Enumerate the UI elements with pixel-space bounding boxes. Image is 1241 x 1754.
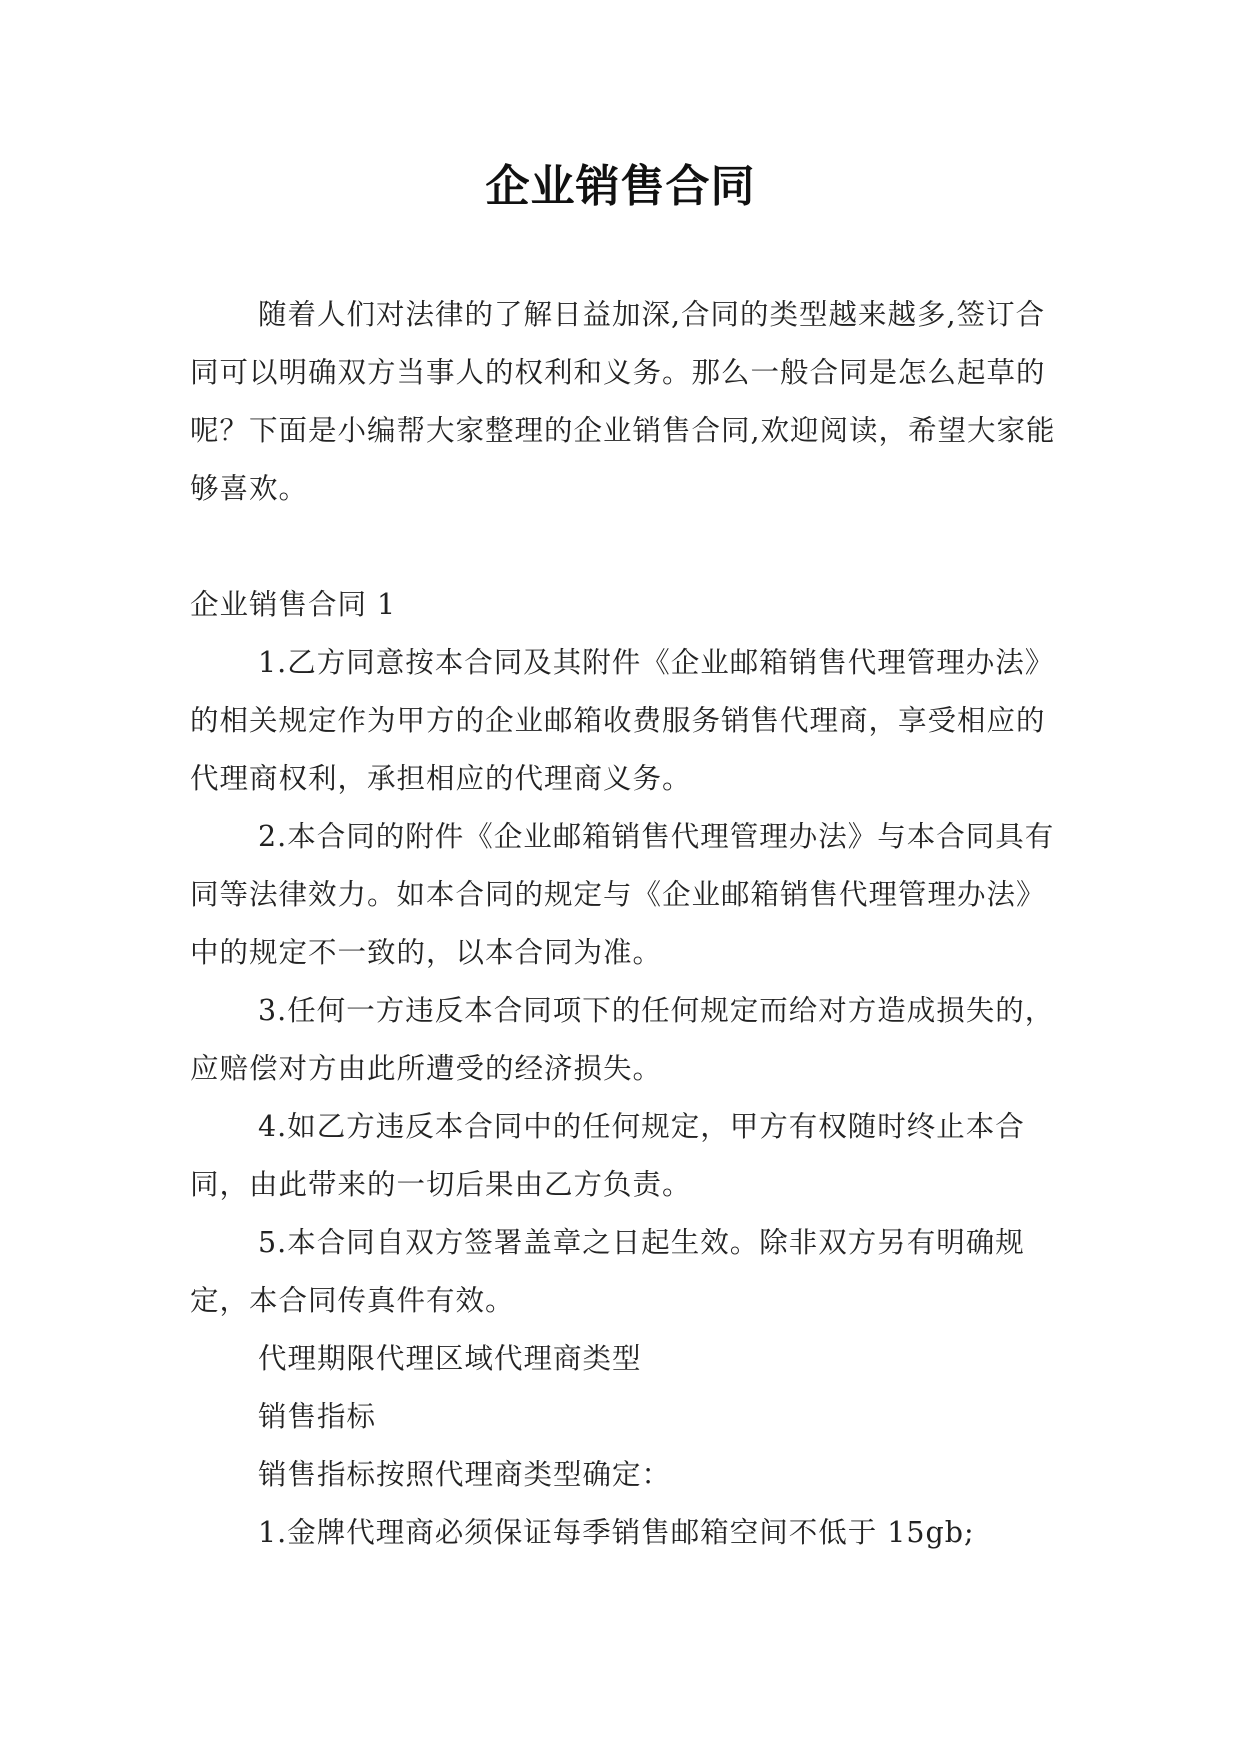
intro-paragraph: 随着人们对法律的了解日益加深,合同的类型越来越多,签订合同可以明确双方当事人的权利和义务。那么一般合同是怎么起草的呢？下面是小编帮大家整理的企业销售合同,欢迎阅读，希望大家能够喜欢。 xyxy=(190,298,1056,505)
clause-1: 1.乙方同意按本合同及其附件《企业邮箱销售代理管理办法》的相关规定作为甲方的企业邮箱收费服务销售代理商，享受相应的代理商权利，承担相应的代理商义务。 xyxy=(190,646,1055,795)
clause-2: 2.本合同的附件《企业邮箱销售代理管理办法》与本合同具有同等法律效力。如本合同的规定与《企业邮箱销售代理管理办法》中的规定不一致的，以本合同为准。 xyxy=(190,820,1055,969)
agency-terms-line: 代理期限代理区域代理商类型 xyxy=(258,1342,642,1375)
sales-target-item-1: 1.金牌代理商必须保证每季销售邮箱空间不低于 15gb; xyxy=(258,1516,975,1549)
section-heading: 企业销售合同 1 xyxy=(190,588,397,621)
clause-3: 3.任何一方违反本合同项下的任何规定而给对方造成损失的，应赔偿对方由此所遭受的经济损失。 xyxy=(190,994,1055,1085)
clause-4: 4.如乙方违反本合同中的任何规定，甲方有权随时终止本合同，由此带来的一切后果由乙方负责。 xyxy=(190,1110,1025,1201)
sales-target-heading: 销售指标 xyxy=(258,1400,377,1433)
sales-target-intro: 销售指标按照代理商类型确定： xyxy=(258,1458,672,1491)
clause-5: 5.本合同自双方签署盖章之日起生效。除非双方另有明确规定，本合同传真件有效。 xyxy=(190,1226,1025,1317)
document-title: 企业销售合同 xyxy=(485,161,756,212)
